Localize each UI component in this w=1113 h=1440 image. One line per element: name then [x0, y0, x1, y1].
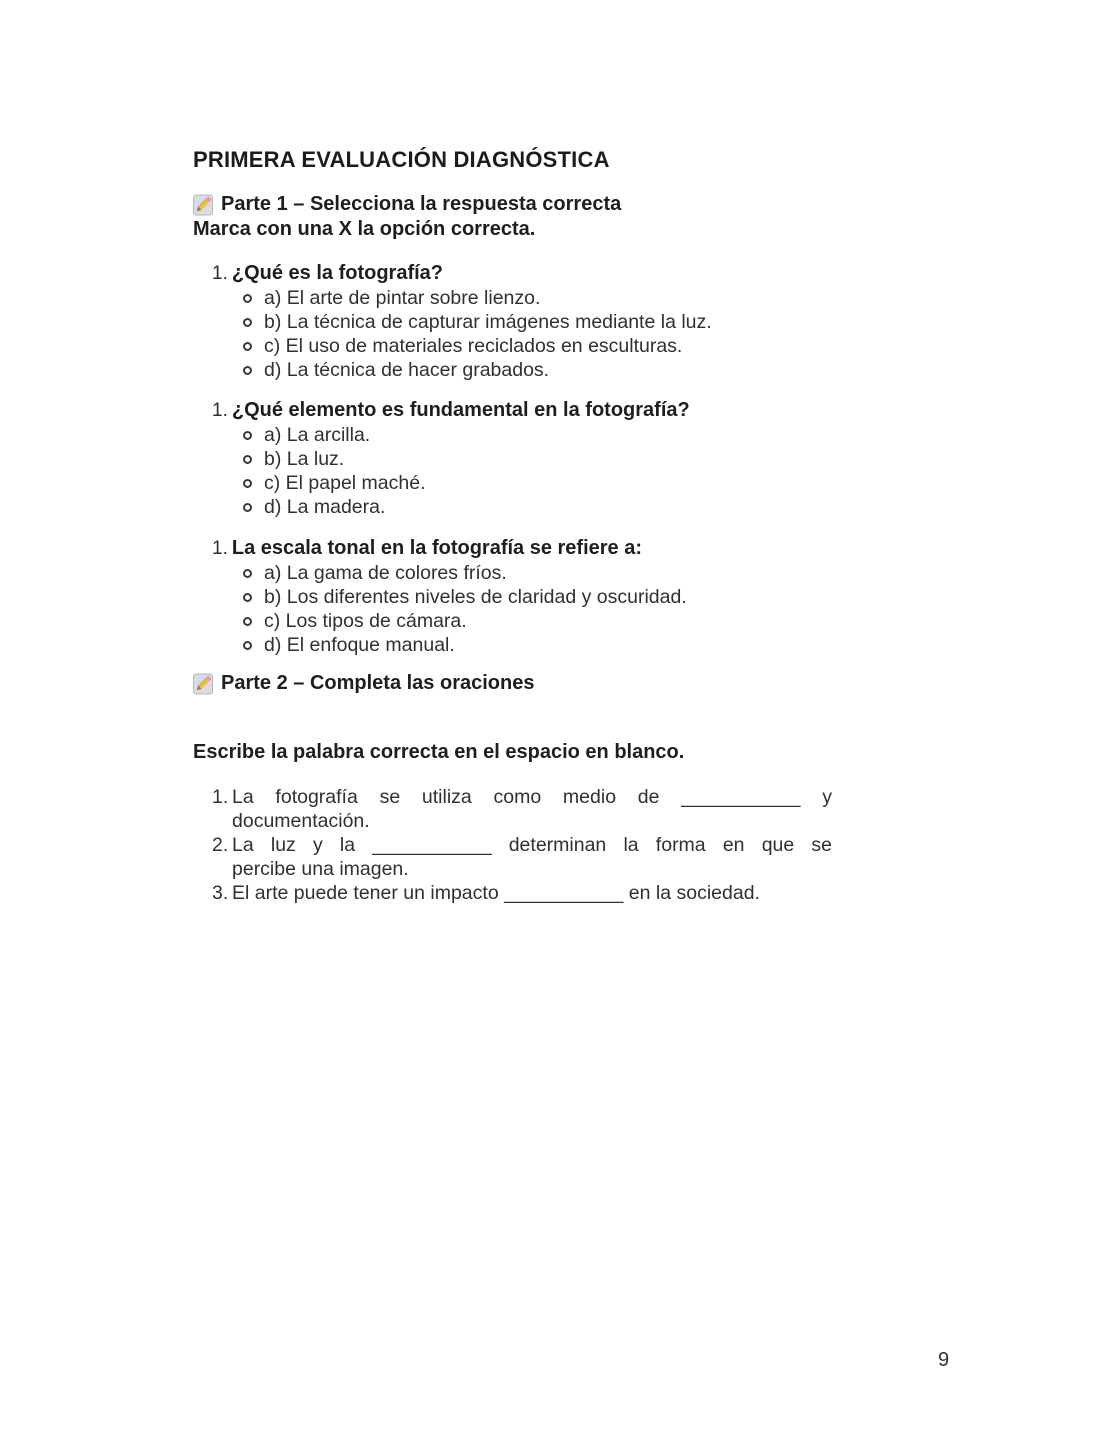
- radio-bullet-icon: [243, 455, 252, 464]
- question-1-options: [193, 286, 839, 382]
- answer-option-b: [193, 585, 839, 609]
- part2-instruction: Escribe la palabra correcta en el espacio en blanco.: [193, 741, 685, 763]
- question-text: ¿Qué es la fotografía?: [231, 262, 444, 284]
- item-number: 2.: [212, 834, 229, 856]
- item-text: [232, 881, 832, 905]
- answer-option-d: [193, 495, 839, 519]
- answer-option-b: [193, 447, 839, 471]
- fill-in-blank-list: [193, 785, 839, 905]
- fill-item-3: [212, 881, 839, 905]
- item-number: 3.: [212, 882, 229, 904]
- radio-bullet-icon: [243, 318, 252, 327]
- option-label: a) La arcilla.: [264, 424, 371, 446]
- question-text: La escala tonal en la fotografía se refiere a:: [231, 537, 643, 559]
- page-number: 9: [938, 1349, 950, 1371]
- answer-option-d: [193, 633, 839, 657]
- question-1-title: [193, 261, 839, 286]
- option-label: a) La gama de colores fríos.: [264, 562, 507, 584]
- question-text: ¿Qué elemento es fundamental en la fotografía?: [231, 399, 690, 421]
- option-label: c) El papel maché.: [264, 472, 426, 494]
- answer-option-d: [193, 358, 839, 382]
- answer-option-a: [193, 423, 839, 447]
- option-label: a) El arte de pintar sobre lienzo.: [264, 287, 541, 309]
- part1-heading: [193, 192, 839, 217]
- question-number: 1.: [212, 263, 228, 284]
- page-title: PRIMERA EVALUACIÓN DIAGNÓSTICA: [193, 147, 610, 172]
- radio-bullet-icon: [243, 617, 252, 626]
- question-1: [193, 261, 839, 382]
- question-2-options: [193, 423, 839, 519]
- radio-bullet-icon: [243, 366, 252, 375]
- item-number: 1.: [212, 786, 229, 808]
- radio-bullet-icon: [243, 569, 252, 578]
- option-label: c) El uso de materiales reciclados en esculturas.: [264, 335, 683, 357]
- option-label: d) La madera.: [264, 496, 386, 518]
- option-label: b) La luz.: [264, 448, 345, 470]
- answer-option-a: [193, 561, 839, 585]
- answer-option-a: [193, 286, 839, 310]
- option-label: d) La técnica de hacer grabados.: [264, 359, 550, 381]
- question-3: [193, 536, 839, 657]
- option-label: c) Los tipos de cámara.: [264, 610, 467, 632]
- sentence-line: El arte puede tener un impacto ___________ en la sociedad.: [232, 882, 760, 904]
- radio-bullet-icon: [243, 479, 252, 488]
- part2-heading: [193, 671, 839, 696]
- answer-option-c: [193, 471, 839, 495]
- radio-bullet-icon: [243, 641, 252, 650]
- answer-option-b: [193, 310, 839, 334]
- question-number: 1.: [212, 400, 228, 421]
- part1-instruction: Marca con una X la opción correcta.: [193, 218, 536, 240]
- option-label: b) La técnica de capturar imágenes mediante la luz.: [264, 311, 712, 333]
- part2-heading-label: Parte 2 – Completa las oraciones: [221, 672, 535, 694]
- radio-bullet-icon: [243, 342, 252, 351]
- document-content: [193, 147, 839, 905]
- answer-option-c: [193, 334, 839, 358]
- question-2: [193, 398, 839, 519]
- part1-heading-label: Parte 1 – Selecciona la respuesta correcta: [221, 193, 622, 215]
- radio-bullet-icon: [243, 593, 252, 602]
- option-label: d) El enfoque manual.: [264, 634, 455, 656]
- memo-pencil-icon: [193, 192, 214, 216]
- sentence-line: La luz y la ___________ determinan la forma en que se: [232, 834, 832, 856]
- sentence-line: documentación.: [232, 810, 370, 832]
- memo-pencil-icon: [193, 671, 214, 695]
- question-3-title: [193, 536, 839, 561]
- sentence-line: La fotografía se utiliza como medio de ___________ y: [232, 786, 832, 808]
- radio-bullet-icon: [243, 503, 252, 512]
- question-number: 1.: [212, 538, 228, 559]
- question-3-options: [193, 561, 839, 657]
- fill-item-1: [212, 785, 839, 833]
- radio-bullet-icon: [243, 294, 252, 303]
- radio-bullet-icon: [243, 431, 252, 440]
- answer-option-c: [193, 609, 839, 633]
- item-text: [232, 785, 832, 833]
- item-text: [232, 833, 832, 881]
- fill-item-2: [212, 833, 839, 881]
- question-2-title: [193, 398, 839, 423]
- sentence-line: percibe una imagen.: [232, 858, 409, 880]
- option-label: b) Los diferentes niveles de claridad y oscuridad.: [264, 586, 687, 608]
